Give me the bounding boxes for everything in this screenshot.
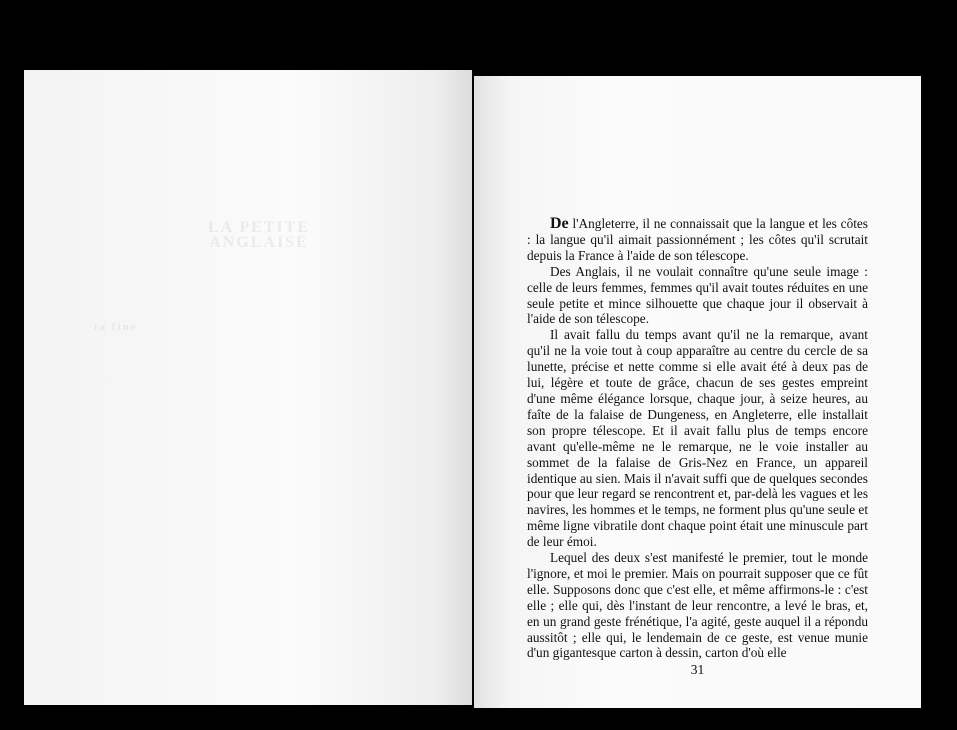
paragraph-2: Des Anglais, il ne voulait connaître qu'une seule image : celle de leurs femmes, femmes qu'il avait toutes réduites en une seule petite et mince silhouette que chaque jour il observait à l'aide de son télescope.	[527, 263, 868, 327]
right-page	[474, 76, 921, 708]
drop-cap: De	[550, 215, 569, 232]
page-number: 31	[690, 662, 705, 677]
left-page	[24, 70, 472, 705]
paragraph-1	[527, 216, 868, 264]
paragraph-1-text: l'Angleterre, il ne connaissait que la langue et les côtes : la langue qu'il aimait passionnément ; les côtes qu'il scrutait depuis la France à l'aide de son télescope.	[527, 216, 868, 263]
body-text	[527, 216, 868, 661]
show-through-title: LA PETITE ANGLAISE	[207, 219, 311, 251]
paragraph-3: Il avait fallu du temps avant qu'il ne la remarque, avant qu'il ne la voie tout à coup apparaître au centre du cercle de sa lunette, précise et nette comme si elle avait été à deux pas de lui, légère et toute de grâce, chacun de ses gestes empreint d'une même élégance lorsque, chaque jour, à seize heures, au faîte de la falaise de Dungeness, en Angleterre, elle installait son propre télescope. Et il avait fallu plus de temps encore avant qu'elle-même ne le remarque, ne le voie installer au sommet de la falaise de Gris-Nez en France, un appareil identique au sien. Mais il n'avait suffi que de quelques secondes pour que leur regard se rencontrent et, par-delà les vagues et les navires, les hommes et le temps, ne forment plus qu'une seule et même ligne vibratile dont chaque point était une minuscule part de leur émoi.	[527, 327, 869, 550]
paragraph-4: Lequel des deux s'est manifesté le premier, tout le monde l'ignore, et moi le premier. Mais on pourrait supposer que ce fût elle. Supposons donc que c'est elle, et même affirmons-le : c'est elle ; elle qui, dès l'instant de leur rencontre, a levé le bras, et, en un grand geste frénétique, l'a agité, geste auquel il a répondu aussitôt ; elle qui, le lendemain de ce geste, est venue munie d'un gigantesque carton à dessin, carton d'où elle	[527, 550, 868, 661]
show-through-text: ta fine	[94, 321, 138, 333]
